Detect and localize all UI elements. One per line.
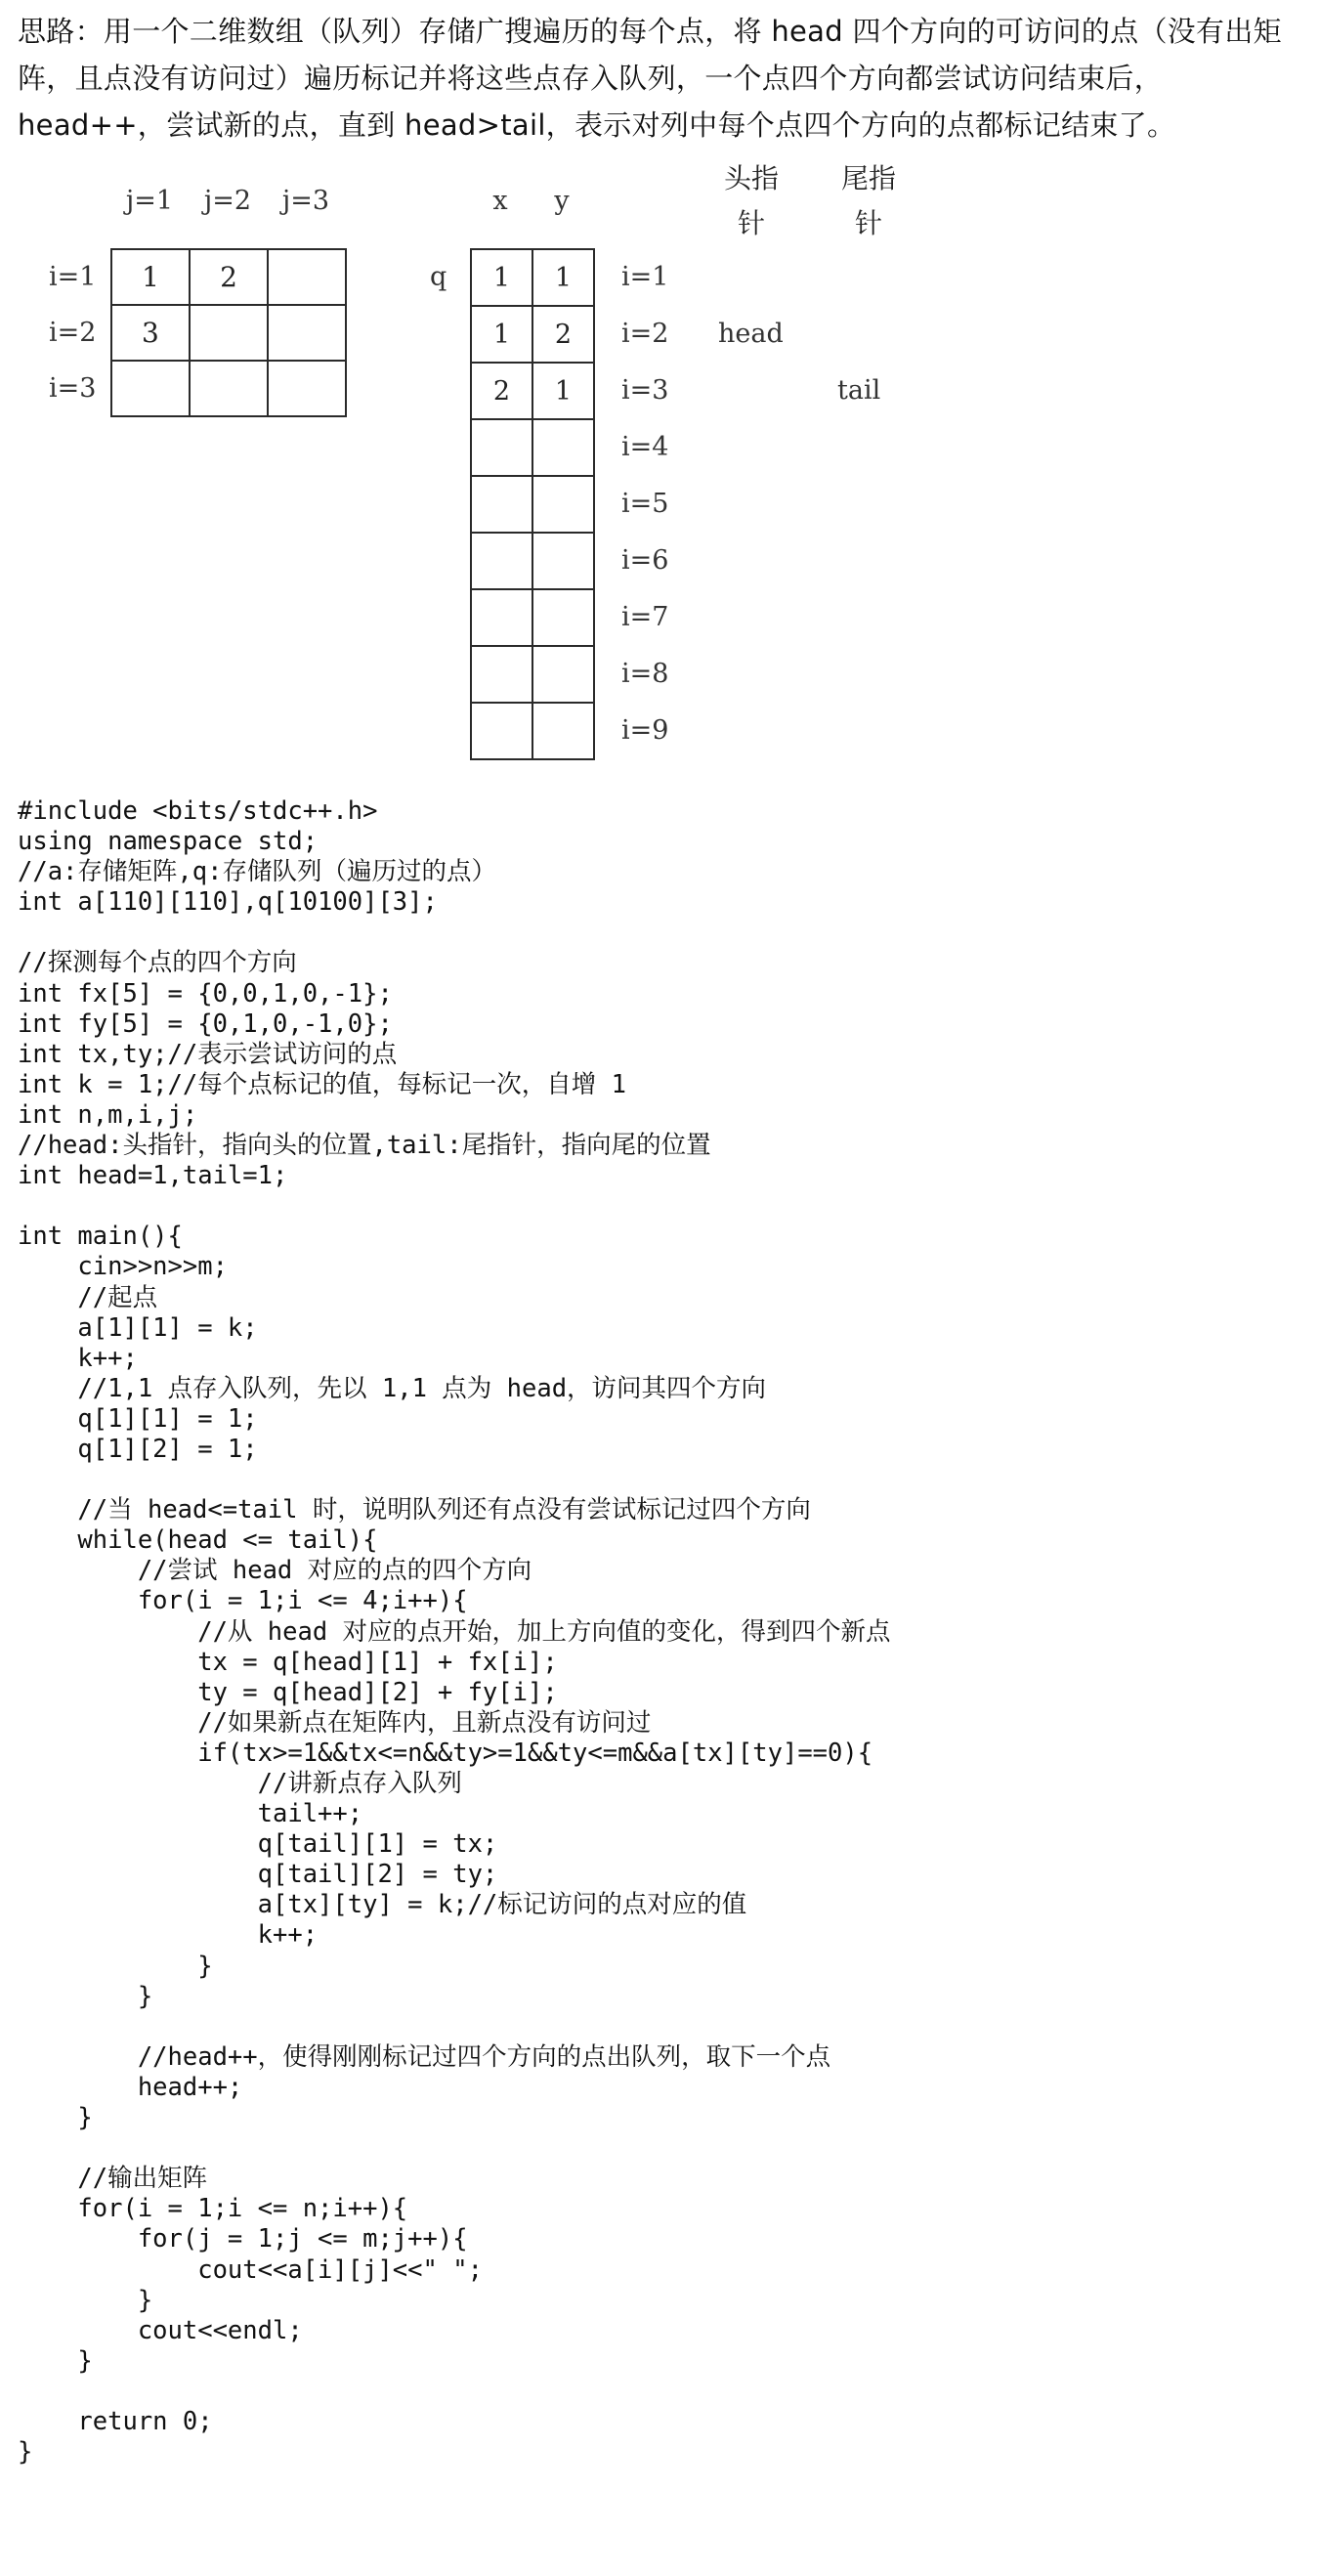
queue-cell (471, 589, 532, 646)
code-line: cout<<a[i][j]<<" "; (18, 2254, 483, 2285)
matrix-row-label: i=1 (49, 262, 97, 292)
code-line: k++; (18, 1920, 319, 1951)
queue-row-label: i=1 (621, 262, 669, 292)
code-line: int n,m,i,j; (18, 1099, 198, 1130)
code-line (18, 918, 891, 948)
queue-row-label: i=9 (621, 715, 669, 746)
queue-cell: 1 (471, 249, 532, 306)
code-line: //起点 (18, 1282, 158, 1312)
queue-row-label: i=8 (621, 659, 669, 689)
matrix-row-label: i=2 (49, 318, 97, 348)
queue-row-label: i=3 (621, 375, 669, 406)
code-line: //a:存储矩阵,q:存储队列（遍历过的点） (18, 857, 496, 887)
queue-row (471, 646, 594, 703)
code-line: q[tail][1] = tx; (18, 1829, 498, 1860)
queue-cell (532, 703, 594, 759)
code-line: //尝试 head 对应的点的四个方向 (18, 1556, 532, 1586)
code-line: int fy[5] = {0,1,0,-1,0}; (18, 1009, 393, 1039)
code-line: //探测每个点的四个方向 (18, 948, 297, 978)
tail-pointer-header: 尾指针 (840, 162, 896, 239)
queue-cell (532, 533, 594, 589)
matrix-cell: 1 (111, 249, 190, 305)
matrix-row-label: i=3 (49, 373, 97, 404)
code-line: int tx,ty;//表示尝试访问的点 (18, 1039, 398, 1069)
code-line (18, 2133, 891, 2164)
code-line: using namespace std; (18, 827, 319, 857)
code-line: q[1][1] = 1; (18, 1403, 258, 1434)
matrix-cell (268, 361, 346, 416)
code-line: //1,1 点存入队列，先以 1,1 点为 head，访问其四个方向 (18, 1373, 767, 1403)
queue-cell (471, 646, 532, 703)
code-line (18, 2377, 891, 2407)
queue-cell (532, 646, 594, 703)
queue-row (471, 419, 594, 476)
code-line: q[tail][2] = ty; (18, 1860, 498, 1890)
queue-cell: 1 (532, 363, 594, 419)
queue-grid (470, 248, 595, 760)
matrix-row (111, 305, 346, 361)
code-line: while(head <= tail){ (18, 1525, 378, 1556)
queue-row-label: i=4 (621, 432, 669, 462)
queue-cell: 2 (532, 306, 594, 363)
code-line: cout<<endl; (18, 2315, 303, 2345)
code-line: } (18, 2345, 93, 2376)
code-line: } (18, 2285, 153, 2315)
code-line: int head=1,tail=1; (18, 1161, 288, 1191)
queue-cell (471, 533, 532, 589)
code-line: cin>>n>>m; (18, 1252, 228, 1282)
matrix-cell (190, 305, 268, 361)
code-line: } (18, 2103, 93, 2133)
explanation-paragraph: 思路：用一个二维数组（队列）存储广搜遍历的每个点，将 head 四个方向的可访问的点（没有出矩阵，且点没有访问过）遍历标记并将这些点存入队列，一个点四个方向都尝试访问结束后，head++，尝试新的点，直到 head>tail，表示对列中每个点四个方向的点都标记结束了。 (18, 15, 1282, 142)
code-line: tail++; (18, 1799, 363, 1829)
tail-pointer-label: tail (837, 375, 881, 406)
code-line (18, 2012, 891, 2042)
code-line: } (18, 1951, 213, 1981)
code-line: int a[110][110],q[10100][3]; (18, 887, 438, 918)
queue-row-label: i=7 (621, 602, 669, 632)
queue-col-label: y (554, 186, 570, 216)
code-listing (18, 796, 891, 2468)
code-line: //如果新点在矩阵内，且新点没有访问过 (18, 1707, 652, 1738)
matrix-col-label: j=2 (203, 186, 252, 216)
queue-row (471, 703, 594, 759)
matrix-cell (111, 361, 190, 416)
matrix-cell (190, 361, 268, 416)
code-line: int fx[5] = {0,0,1,0,-1}; (18, 978, 393, 1009)
matrix-cell: 3 (111, 305, 190, 361)
code-line: ty = q[head][2] + fy[i]; (18, 1677, 558, 1707)
queue-row (471, 589, 594, 646)
code-line (18, 1465, 891, 1495)
code-line: k++; (18, 1343, 138, 1373)
code-line: if(tx>=1&&tx<=n&&ty>=1&&ty<=m&&a[tx][ty]==0){ (18, 1738, 873, 1768)
code-line: q[1][2] = 1; (18, 1434, 258, 1464)
code-line: head++; (18, 2072, 243, 2102)
matrix-col-label: j=1 (125, 186, 174, 216)
queue-row-label: i=6 (621, 545, 669, 576)
queue-row-label: i=2 (621, 319, 669, 349)
code-line: //当 head<=tail 时，说明队列还有点没有尝试标记过四个方向 (18, 1495, 811, 1525)
matrix-cell: 2 (190, 249, 268, 305)
queue-cell (532, 419, 594, 476)
queue-cell (471, 419, 532, 476)
code-line (18, 1191, 891, 1222)
queue-col-label: x (492, 186, 508, 216)
matrix-row (111, 249, 346, 305)
queue-row (471, 476, 594, 533)
queue-cell (471, 476, 532, 533)
code-line: for(i = 1;i <= 4;i++){ (18, 1586, 468, 1616)
queue-cell (532, 476, 594, 533)
queue-cell (532, 589, 594, 646)
code-line: a[1][1] = k; (18, 1312, 258, 1343)
code-line: int main(){ (18, 1222, 183, 1252)
queue-row-label: i=5 (621, 489, 669, 519)
code-line: int k = 1;//每个点标记的值，每标记一次，自增 1 (18, 1069, 626, 1099)
queue-row (471, 249, 594, 306)
queue-cell (471, 703, 532, 759)
code-line: tx = q[head][1] + fx[i]; (18, 1647, 558, 1677)
matrix-col-label: j=3 (281, 186, 330, 216)
code-line: //从 head 对应的点开始，加上方向值的变化，得到四个新点 (18, 1616, 891, 1647)
code-line: for(j = 1;j <= m;j++){ (18, 2224, 468, 2254)
queue-cell: 2 (471, 363, 532, 419)
queue-cell: 1 (471, 306, 532, 363)
queue-row (471, 533, 594, 589)
head-pointer-label: head (718, 319, 784, 349)
code-line: //输出矩阵 (18, 2164, 208, 2194)
queue-row (471, 363, 594, 419)
head-pointer-header: 头指针 (723, 162, 779, 239)
matrix-cell (268, 249, 346, 305)
code-line: #include <bits/stdc++.h> (18, 796, 378, 826)
queue-row (471, 306, 594, 363)
queue-name: q (430, 262, 447, 292)
code-line: } (18, 2437, 33, 2468)
queue-cell: 1 (532, 249, 594, 306)
matrix-grid (110, 248, 347, 417)
matrix-row (111, 361, 346, 416)
code-line: //讲新点存入队列 (18, 1769, 462, 1798)
code-line: for(i = 1;i <= n;i++){ (18, 2194, 408, 2224)
code-line: } (18, 1981, 153, 2011)
code-line: a[tx][ty] = k;//标记访问的点对应的值 (18, 1890, 747, 1920)
code-line: //head:头指针，指向头的位置,tail:尾指针，指向尾的位置 (18, 1131, 711, 1161)
code-line: //head++，使得刚刚标记过四个方向的点出队列，取下一个点 (18, 2041, 831, 2072)
code-line: return 0; (18, 2406, 213, 2436)
matrix-cell (268, 305, 346, 361)
